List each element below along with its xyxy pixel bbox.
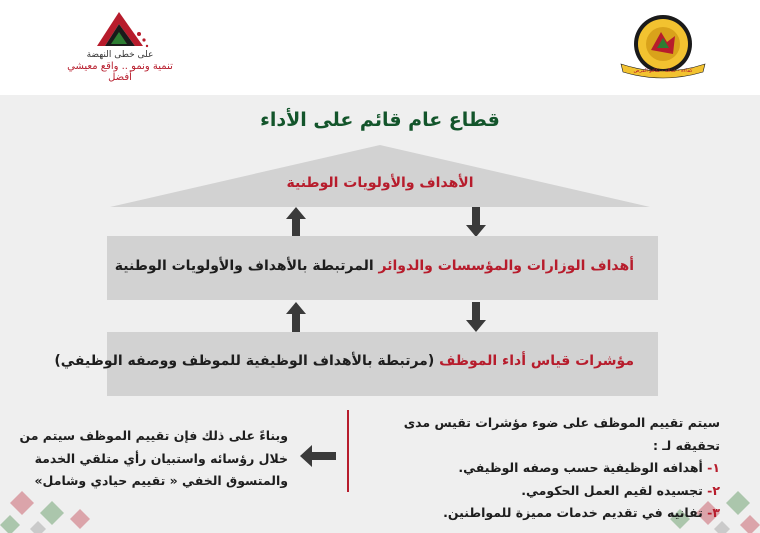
arrow-down-icon (466, 302, 486, 332)
arrow-down-icon (466, 207, 486, 237)
page-title: قطاع عام قائم على الأداء (260, 109, 500, 131)
ministries-goals-rest: المرتبطة بالأهداف والأولويات الوطنية (114, 258, 379, 274)
employee-indicators-text (54, 353, 634, 369)
header (0, 0, 760, 95)
arrow-up-icon (286, 207, 306, 237)
conclusion-line: والمتسوق الخفي « تقييم حيادي وشامل» (34, 473, 288, 488)
ministries-goals-highlight: أهداف الوزارات والمؤسسات والدوائر (378, 258, 634, 274)
diagram-area (0, 95, 760, 533)
evaluation-conclusion (16, 425, 288, 493)
criteria-intro: سيتم تقييم الموظف على ضوء مؤشرات تقيس مدى تحقيقه لـ : (403, 415, 720, 453)
employee-indicators-highlight: مؤشرات قياس أداء الموظف (439, 353, 634, 369)
crown-mark-icon (89, 6, 151, 52)
logo-tagline-bottom: تنمية ونمو .. واقع معيشي أفضل (67, 61, 173, 83)
evaluation-criteria (365, 412, 720, 525)
ministries-goals-text (114, 258, 634, 274)
criteria-item: ٣- تفانيه في تقديم خدمات مميزة للمواطنين. (443, 505, 720, 520)
nahda-logo (60, 6, 180, 90)
ministries-goals-box (107, 236, 658, 300)
arrow-up-icon (286, 302, 306, 332)
logo-tagline-top: على خطى النهضة (86, 50, 154, 60)
conclusion-line: خلال رؤسائه واستبيان رأي متلقي الخدمة (34, 450, 288, 466)
national-goals-label: الأهداف والأولويات الوطنية (286, 175, 474, 191)
arrow-left-icon (300, 445, 336, 467)
civil-service-emblem (617, 12, 709, 82)
criteria-item: ٢- تجسيده لقيم العمل الحكومي. (521, 482, 720, 498)
conclusion-line: وبناءً على ذلك فإن تقييم الموظف سيتم من (19, 428, 288, 443)
employee-indicators-rest: (مرتبطة بالأهداف الوظيفية للموظف ووصفه الوظيفي) (54, 353, 440, 369)
criteria-item: ١- أهدافه الوظيفية حسب وصفه الوظيفي. (458, 460, 720, 475)
divider-line (347, 410, 349, 492)
emblem-ribbon-text: كفاءة - عدالة - تكافؤ الفرص (633, 68, 693, 74)
employee-indicators-box (54, 332, 658, 396)
